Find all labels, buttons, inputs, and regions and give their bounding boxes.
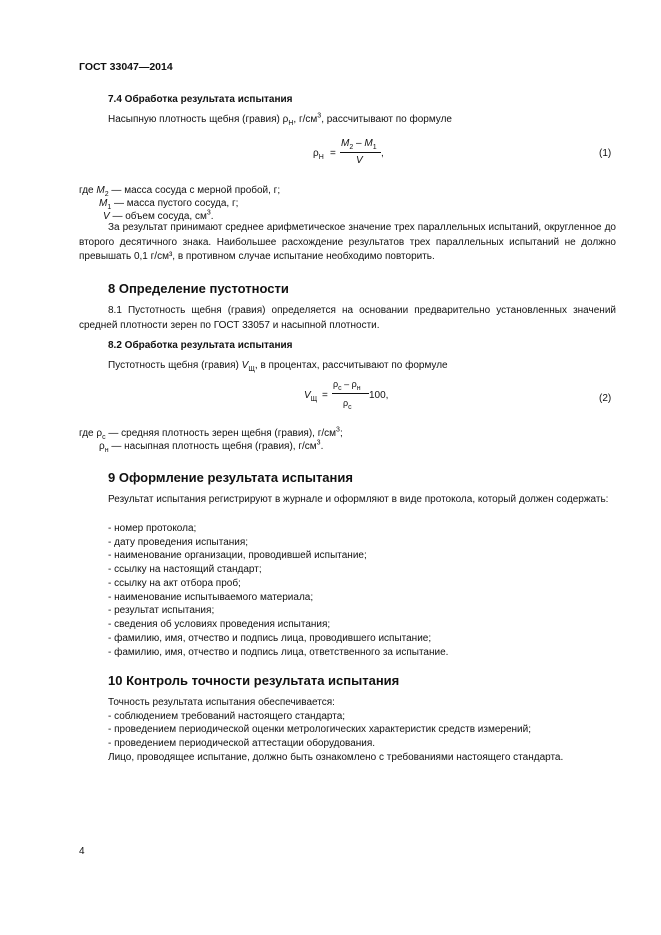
list-item: - наименование испытываемого материала; bbox=[108, 592, 314, 603]
page-number: 4 bbox=[79, 846, 85, 857]
section-10-title: 10 Контроль точности результата испытания bbox=[108, 673, 400, 688]
list-item: - фамилию, имя, отчество и подпись лица, проводившего испытание; bbox=[108, 633, 432, 644]
section-8-1-paragraph: 8.1 Пустотность щебня (гравия) определяется на основании предварительно установленных значений средней плотности зерен по ГОСТ 33057 и насыпной плотности. bbox=[79, 305, 616, 331]
text-line: Лицо, проводящее испытание, должно быть ознакомлено с требованиями настоящего стандарта. bbox=[108, 752, 564, 763]
list-item: - ссылку на настоящий стандарт; bbox=[108, 564, 262, 575]
text-line: Точность результата испытания обеспечивается: bbox=[108, 697, 335, 708]
list-item: - номер протокола; bbox=[108, 523, 197, 534]
section-8-2-heading: 8.2 Обработка результата испытания bbox=[108, 340, 293, 351]
section-7-4-result-paragraph: За результат принимают среднее арифметическое значение трех параллельных испытаний, округленное до второго десятичного знака. Наибольшее расхождение результатов трех параллельных испытаний не должно превышать 0,1 г/см³, в противном случае испытание необходимо повторить. bbox=[79, 222, 616, 262]
list-item: - наименование организации, проводившей испытание; bbox=[108, 550, 367, 561]
list-item: - соблюдением требований настоящего стандарта; bbox=[108, 711, 346, 722]
section-8-2-intro: Пустотность щебня (гравия) $V_Щ$, в процентах, рассчитывают по формуле bbox=[108, 360, 448, 373]
section-9-intro: Результат испытания регистрируют в журнале и оформляют в виде протокола, который должен содержать: bbox=[108, 494, 609, 505]
list-item: - сведения об условиях проведения испытания; bbox=[108, 619, 331, 630]
section-7-4-heading: 7.4 Обработка результата испытания bbox=[108, 94, 293, 105]
section-7-4-intro: Насыпную плотность щебня (гравия) $\rho_Н$, $г/см^3$, рассчитывают по формуле bbox=[108, 112, 452, 127]
list-item: - ссылку на акт отбора проб; bbox=[108, 578, 241, 589]
document-page: ГОСТ 33047—2014 7.4 Обработка результата испытания Насыпную плотность щебня (гравия) $\rho_Н$, $г/см^3$, рассчитывают по формуле $\rho_Н$ = $M_2 - M_1$ V , (1) где $M_2$ — масса сосуда с мерной пробой, г; $M_1$ — масса пустого сосуда, г; V — объем сосуда, $см^3$. За результат принимают среднее арифметическое значение трех параллельных испытаний, округленное до второго десятичного знака. Наибольшее расхождение результатов трех параллельных испытаний не должно превышать 0,1 г/см³, в противном случае испытание необходимо повторить. 8 Определение пустотности 8.1 Пустотность щебня (гравия) определяется на основании предварительно установленных значений средней плотности зерен по ГОСТ 33057 и насыпной плотности. 8.2 Обработка результата испытания Пустотность щебня (гравия) $V_Щ$, в процентах, рассчитывают по формуле $V_Щ$ = $\rho_с - \rho_н$ $\rho_с$ 100, (2) где $\rho_с$ — средняя плотность зерен щебня (гравия), $г/см^3$; $\rho_н$ — насыпная плотность щебня (гравия), $г/см^3$. 9 Оформление результата испытания Результат испытания регистрируют в журнале и оформляют в виде протокола, который должен содержать: - номер протокола; - дату проведения испытания; - наименование организации, проводившей испытание; - ссылку на настоящий стандарт; - ссылку на акт отбора проб; - наименование испытываемого материала; - результат испытания; - сведения об условиях проведения испытания; - фамилию, имя, отчество и подпись лица, проводившего испытание; - фамилию, имя, отчество и подпись лица, ответственного за испытание. 10 Контроль точности результата испытания Точность результата испытания обеспечивается: - соблюдением требований настоящего стандарта; - проведением периодической оценки метрологических характеристик средств измерений; - проведением периодической аттестации оборудования. Лицо, проводящее испытание, должно быть ознакомлено с требованиями настоящего стандарта. 4 bbox=[79, 61, 616, 857]
list-item: - результат испытания; bbox=[108, 605, 215, 616]
document-header: ГОСТ 33047—2014 bbox=[79, 61, 173, 73]
section-8-title: 8 Определение пустотности bbox=[108, 281, 289, 296]
list-item: - дату проведения испытания; bbox=[108, 537, 249, 548]
list-item: - проведением периодической аттестации оборудования. bbox=[108, 738, 376, 749]
list-item: - фамилию, имя, отчество и подпись лица, ответственного за испытание. bbox=[108, 647, 449, 658]
equation-number-2: (2) bbox=[599, 393, 612, 404]
section-9-title: 9 Оформление результата испытания bbox=[108, 470, 353, 485]
list-item: - проведением периодической оценки метрологических характеристик средств измерений; bbox=[108, 724, 531, 735]
equation-number-1: (1) bbox=[599, 148, 612, 159]
